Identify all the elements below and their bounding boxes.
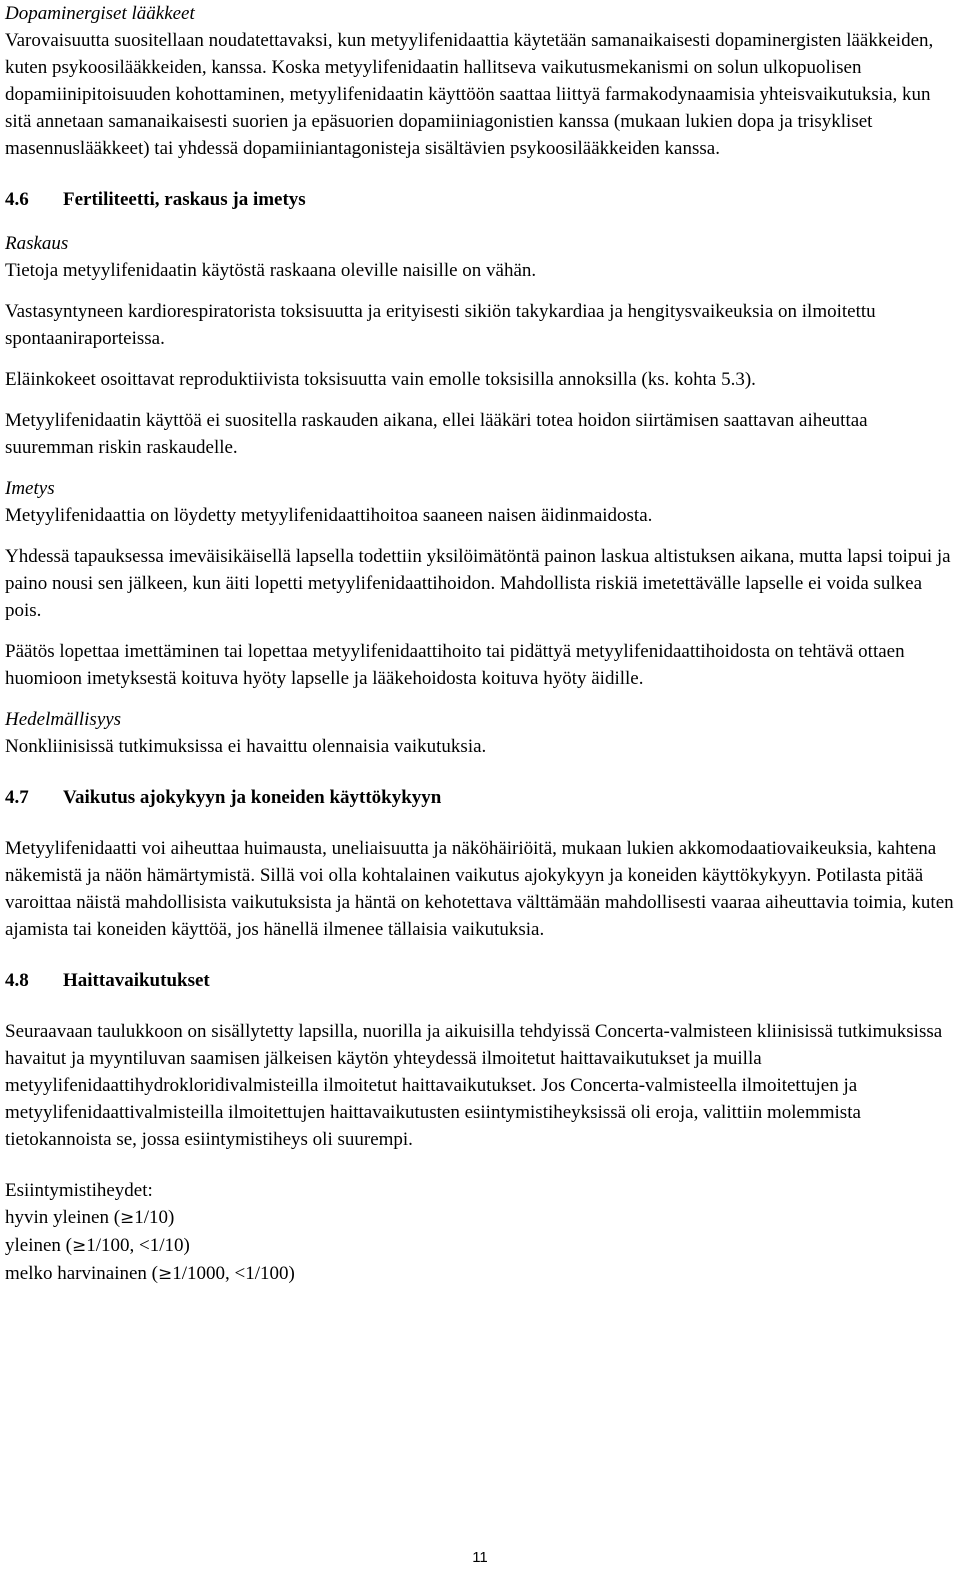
frequency-common [5,1232,955,1260]
raskaus-paragraph-4: Metyylifenidaatin käyttöä ei suositella raskauden aikana, ellei lääkäri totea hoidon siirtämisen saattavan aiheuttaa suuremman riskin raskaudelle. [5,410,868,458]
raskaus-paragraph-3: Eläinkokeet osoittavat reproduktiivista toksisuutta vain emolle toksisilla annoksilla (ks. kohta 5.3). [5,369,756,390]
imetys-paragraph-3: Päätös lopettaa imettäminen tai lopettaa metyylifenidaattihoito tai pidättyä metyylifenidaattihoidosta on tehtävä ottaen huomioon imetyksestä koituva hyöty lapselle ja lääkehoidosta koituva hyöty äidille. [5,641,905,689]
frequency-common-range: 1/100, <1/10) [86,1235,190,1256]
frequency-uncommon-range: 1/1000, <1/100) [172,1263,295,1284]
section-4-8-heading [5,967,955,994]
section-4-7-heading [5,784,955,811]
section-4-6-number: 4.6 [5,189,29,210]
section-4-8-number: 4.8 [5,970,29,991]
dopaminergic-paragraph: Varovaisuutta suositellaan noudatettavaksi, kun metyylifenidaattia käytetään samanaikaisesti dopaminergisten lääkkeiden, kuten psykoosilääkkeiden, kanssa. Koska metyylifenidaatin hallitseva vaikutusmekanismi on solun ulkopuolisen dopamiinipitoisuuden kohottaminen, metyylifenidaatin käyttöön saattaa liittyä farmakodynaamisia yhteisvaikutuksia, kun sitä annetaan samanaikaisesti suorien ja epäsuorien dopamiiniagonistien kanssa (mukaan lukien dopa ja trisykliset masennuslääkkeet) tai yhdessä dopamiiniantagonisteja sisältävien psykoosilääkkeiden kanssa. [5,30,934,159]
section-4-7-paragraph: Metyylifenidaatti voi aiheuttaa huimausta, uneliaisuutta ja näköhäiriöitä, mukaan lukien akkomodaatiovaikeuksia, kahtena näkemistä ja näön hämärtymistä. Sillä voi olla kohtalainen vaikutus ajokykyyn ja koneiden käyttökykyyn. Potilasta pitää varoittaa näistä mahdollisista vaikutuksista ja häntä on kehotettava välttämään mahdollisesti vaaraa aiheuttavia toimia, kuten ajamista tai koneiden käyttöä, jos hänellä ilmenee tällaisia vaikutuksia. [5,838,954,940]
section-4-7-title: Vaikutus ajokykyyn ja koneiden käyttökykyyn [63,787,442,808]
greater-equal-symbol: ≥ [120,1208,135,1228]
section-4-8-title: Haittavaikutukset [63,970,210,991]
section-4-7-number: 4.7 [5,787,29,808]
section-4-6-heading [5,186,955,213]
imetys-paragraph-2: Yhdessä tapauksessa imeväisikäisellä lapsella todettiin yksilöimätöntä painon laskua altistuksen aikana, mutta lapsi toipui ja paino nousi sen jälkeen, kun äiti lopetti metyylifenidaattihoidon. Mahdollista riskiä imetettävälle lapselle ei voida sulkea pois. [5,546,951,621]
hedelmallisyys-paragraph: Nonkliinisissä tutkimuksissa ei havaittu olennaisia vaikutuksia. [5,736,487,757]
hedelmallisyys-subtitle: Hedelmällisyys [5,709,122,730]
page-number: 11 [472,1549,488,1566]
greater-equal-symbol: ≥ [158,1264,173,1284]
raskaus-paragraph-1: Tietoja metyylifenidaatin käytöstä raskaana oleville naisille on vähän. [5,260,537,281]
section-4-6-title: Fertiliteetti, raskaus ja imetys [63,189,306,210]
frequency-uncommon-name: melko harvinainen ( [5,1263,159,1284]
frequency-very-common-name: hyvin yleinen ( [5,1207,121,1228]
document-page [5,0,955,1288]
dopaminergic-subtitle: Dopaminergiset lääkkeet [5,3,195,24]
frequency-very-common-range: 1/10) [134,1207,175,1228]
frequencies-label: Esiintymistiheydet: [5,1180,153,1201]
frequency-very-common [5,1204,955,1232]
section-4-8-paragraph: Seuraavaan taulukkoon on sisällytetty lapsilla, nuorilla ja aikuisilla tehdyissä Concerta-valmisteen kliinisissä tutkimuksissa havaitut ja myyntiluvan saamisen jälkeisen käytön yhteydessä ilmoitetut haittavaikutukset ja muilla metyylifenidaattihydrokloridivalmisteilla ilmoitetut haittavaikutukset. Jos Concerta-valmisteella ilmoitettujen ja metyylifenidaattivalmisteilla ilmoitettujen haittavaikutusten esiintymistiheyksissä oli eroja, valittiin molemmista tietokannoista se, jossa esiintymistiheys oli suurempi. [5,1021,943,1150]
raskaus-paragraph-2: Vastasyntyneen kardiorespiratorista toksisuutta ja erityisesti sikiön takykardiaa ja hengitysvaikeuksia on ilmoitettu spontaaniraporteissa. [5,301,876,349]
raskaus-subtitle: Raskaus [5,233,69,254]
imetys-paragraph-1: Metyylifenidaattia on löydetty metyylifenidaattihoitoa saaneen naisen äidinmaidosta. [5,505,653,526]
imetys-subtitle: Imetys [5,478,55,499]
frequency-common-name: yleinen ( [5,1235,73,1256]
greater-equal-symbol: ≥ [72,1236,87,1256]
frequency-uncommon [5,1260,955,1288]
